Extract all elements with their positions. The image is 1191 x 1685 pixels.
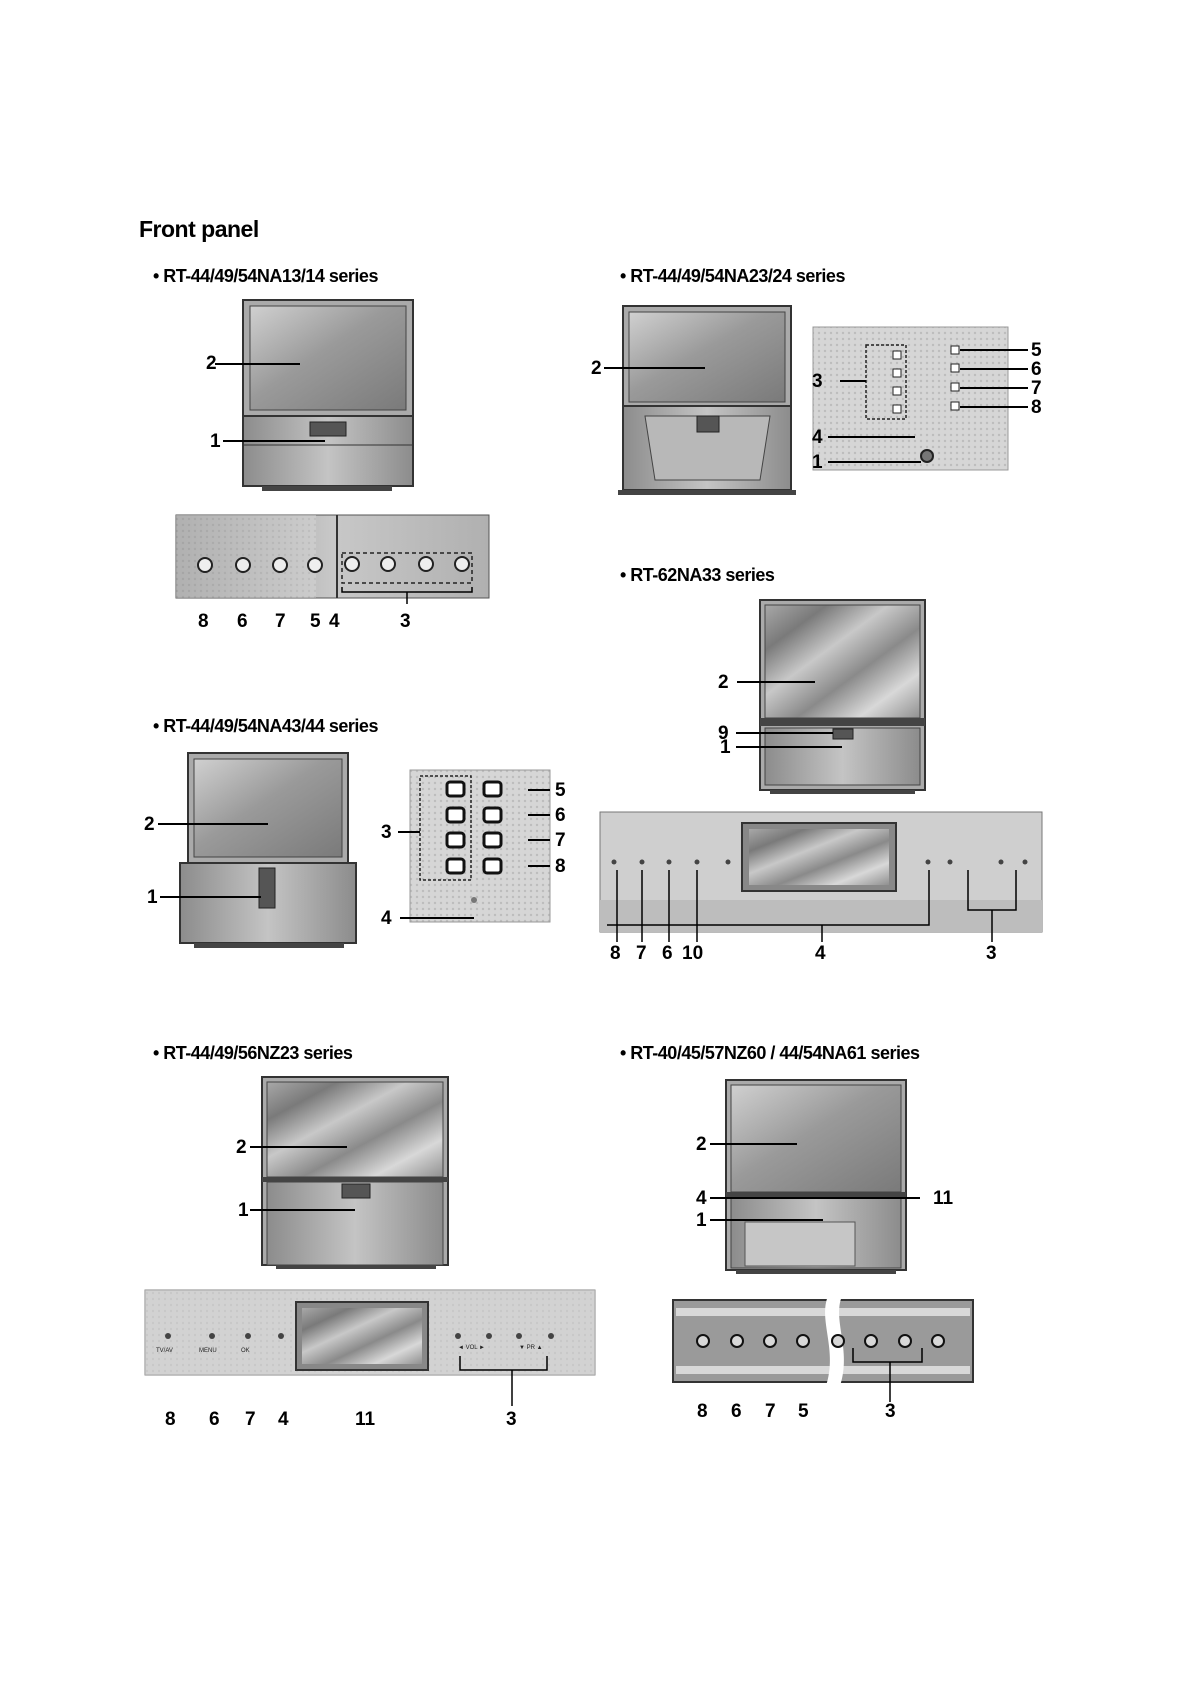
series-title-na43: • RT-44/49/54NA43/44 series — [153, 716, 378, 736]
callout-2-na43: 2 — [144, 814, 155, 835]
page-title: Front panel — [139, 216, 259, 242]
callout-6-nz60: 6 — [731, 1401, 742, 1422]
callout-8-na23: 8 — [1031, 397, 1042, 418]
callout-11-nz23: 11 — [355, 1409, 376, 1430]
series-title-nz23: • RT-44/49/56NZ23 series — [153, 1043, 353, 1063]
callout-9-na33: 9 — [718, 723, 729, 744]
callout-2-nz60: 2 — [696, 1134, 707, 1155]
callout-7-nz60: 7 — [765, 1401, 776, 1422]
panel-nz60-drawing — [673, 1296, 973, 1402]
callout-1-na13: 1 — [210, 431, 221, 452]
callout-6-na33: 6 — [662, 943, 673, 964]
callout-6-na43: 6 — [555, 805, 566, 826]
callout-7-na13: 7 — [275, 611, 286, 632]
panel-nz23-drawing — [145, 1290, 595, 1406]
menu-text: MENU — [199, 1348, 217, 1354]
callout-2-na13: 2 — [206, 353, 217, 374]
callout-1-na33: 1 — [720, 737, 731, 758]
callout-4-na13: 4 — [329, 611, 340, 632]
tv-nz23-drawing — [250, 1077, 448, 1269]
panel-na43-drawing — [398, 770, 550, 922]
tv-na43-drawing — [158, 753, 356, 948]
callout-11-nz60: 11 — [933, 1188, 954, 1209]
tv-na33-drawing — [736, 600, 925, 794]
callout-1-nz23: 1 — [238, 1200, 249, 1221]
callout-8-na33: 8 — [610, 943, 621, 964]
callout-4-nz23: 4 — [278, 1409, 289, 1430]
callout-5-nz60: 5 — [798, 1401, 809, 1422]
panel-na13-drawing — [176, 515, 489, 604]
callout-6-na13: 6 — [237, 611, 248, 632]
callout-1-nz60: 1 — [696, 1210, 707, 1231]
series-title-na33: • RT-62NA33 series — [620, 565, 775, 585]
callout-2-nz23: 2 — [236, 1137, 247, 1158]
vol-text: ◄ VOL ► — [458, 1345, 485, 1351]
callout-1-na23: 1 — [812, 452, 823, 473]
callout-1-na43: 1 — [147, 887, 158, 908]
callout-3-na13: 3 — [400, 611, 411, 632]
pr-text: ▼ PR ▲ — [519, 1345, 543, 1351]
callout-7-na23: 7 — [1031, 378, 1042, 399]
callout-10-na33: 10 — [682, 943, 704, 964]
callout-6-na23: 6 — [1031, 359, 1042, 380]
callout-2-na33: 2 — [718, 672, 729, 693]
callout-7-na33: 7 — [636, 943, 647, 964]
callout-3-na23: 3 — [812, 371, 823, 392]
callout-4-na43: 4 — [381, 908, 392, 929]
callout-8-na13: 8 — [198, 611, 209, 632]
panel-na33-drawing — [600, 812, 1042, 942]
callout-8-nz60: 8 — [697, 1401, 708, 1422]
callout-3-nz60: 3 — [885, 1401, 896, 1422]
series-title-nz60: • RT-40/45/57NZ60 / 44/54NA61 series — [620, 1043, 920, 1063]
callout-5-na13: 5 — [310, 611, 321, 632]
tv-na23-drawing — [604, 306, 796, 495]
series-title-na23: • RT-44/49/54NA23/24 series — [620, 266, 845, 286]
callout-4-nz60: 4 — [696, 1188, 707, 1209]
series-title-na13: • RT-44/49/54NA13/14 series — [153, 266, 378, 286]
callout-2-na23: 2 — [591, 358, 602, 379]
callout-4-na33: 4 — [815, 943, 826, 964]
callout-7-nz23: 7 — [245, 1409, 256, 1430]
ok-text: OK — [241, 1348, 250, 1354]
callout-8-nz23: 8 — [165, 1409, 176, 1430]
callout-8-na43: 8 — [555, 856, 566, 877]
panel-na23-drawing — [812, 327, 1028, 473]
callout-7-na43: 7 — [555, 830, 566, 851]
callout-3-na33: 3 — [986, 943, 997, 964]
tv-na13-drawing — [215, 300, 413, 491]
callout-5-na23: 5 — [1031, 340, 1042, 361]
callout-3-nz23: 3 — [506, 1409, 517, 1430]
callout-6-nz23: 6 — [209, 1409, 220, 1430]
callout-4-na23: 4 — [812, 427, 823, 448]
callout-3-na43: 3 — [381, 822, 392, 843]
tvav-text: TV/AV — [156, 1348, 173, 1354]
callout-5-na43: 5 — [555, 780, 566, 801]
tv-nz60-drawing — [710, 1080, 920, 1274]
